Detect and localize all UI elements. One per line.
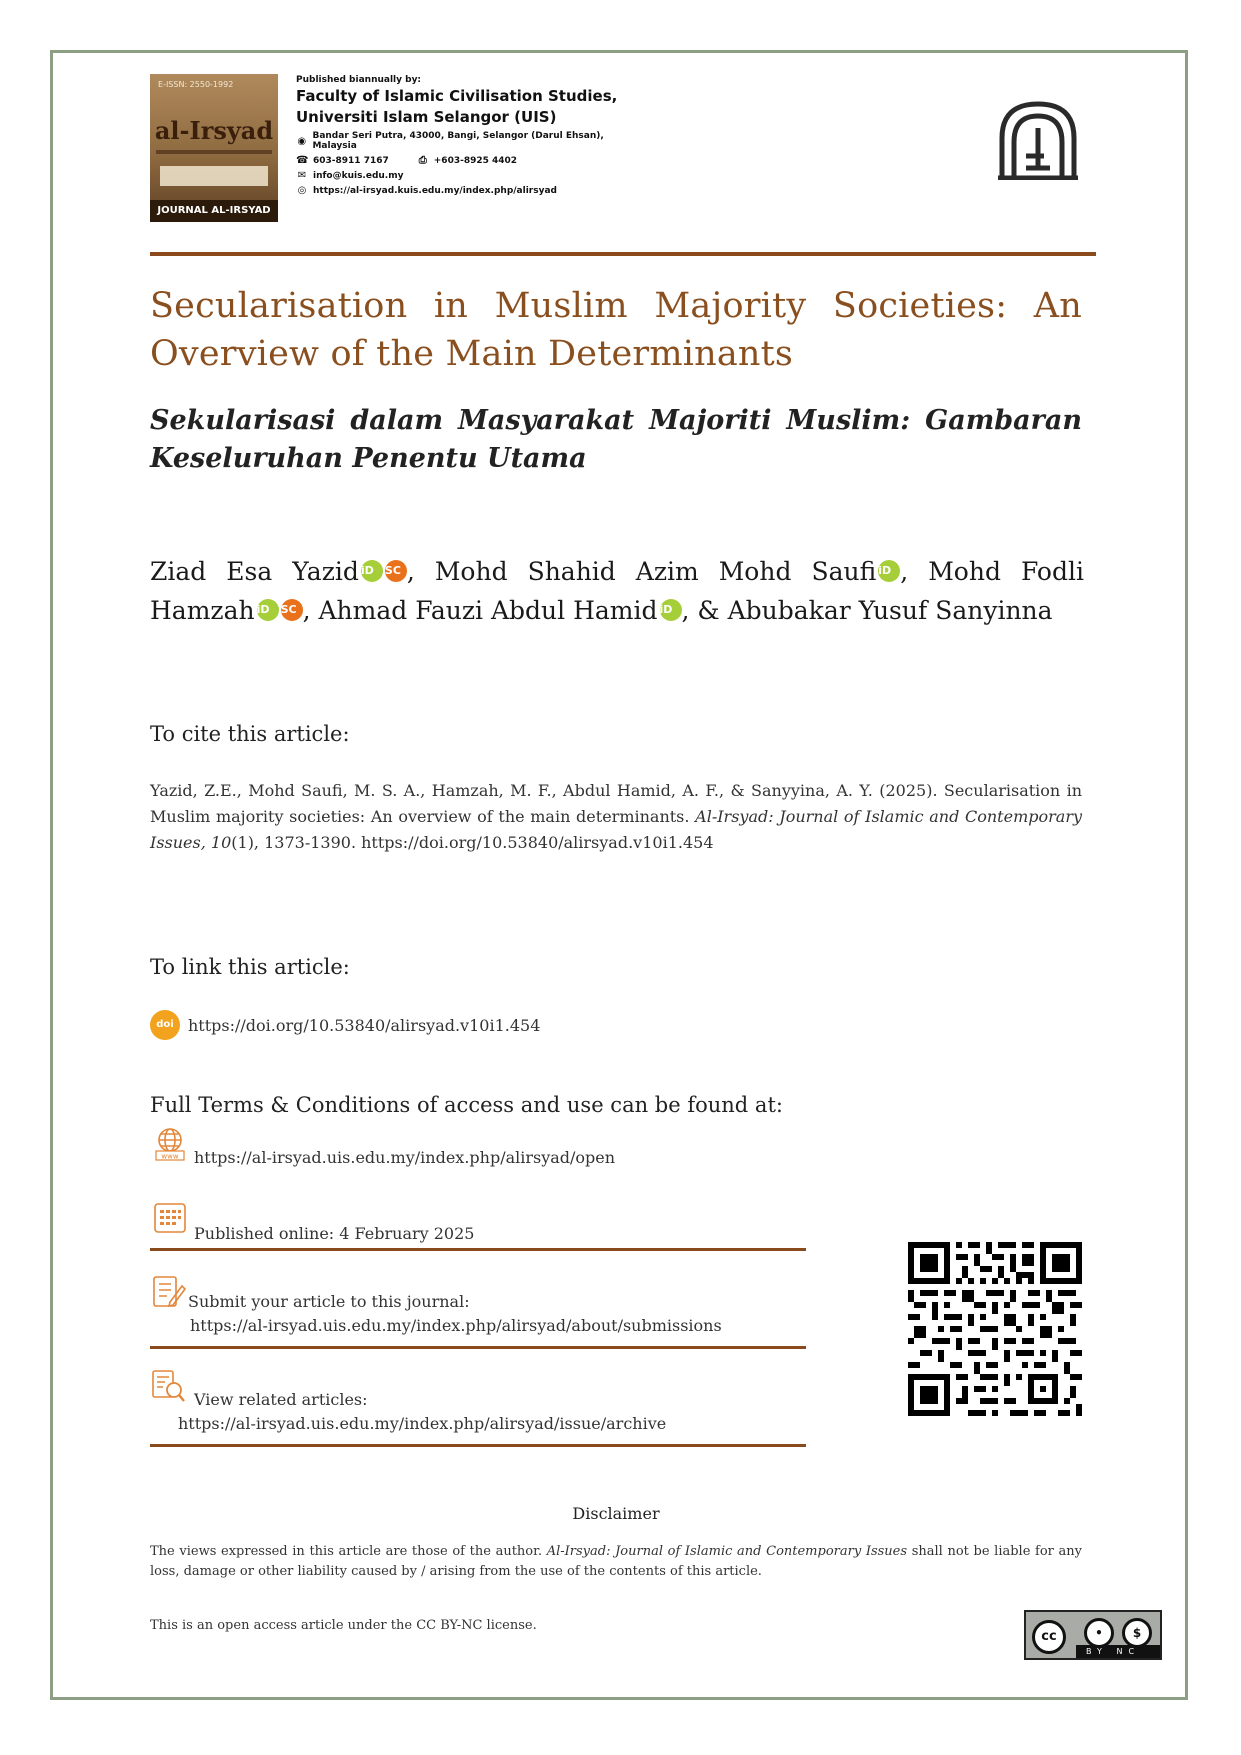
author-name: Mohd Shahid Azim Mohd Saufi bbox=[434, 557, 877, 586]
cover-university-logo bbox=[160, 166, 268, 186]
section-divider bbox=[150, 1346, 806, 1349]
author-list: Ziad Esa Yazid iD SC , Mohd Shahid Azim Mohd Saufi iD , Mohd Fodli Hamzah iD SC , Ahmad Fauzi Abdul Hamid iD , & Abubakar Yusuf Sanyinna bbox=[150, 557, 1084, 625]
cc-icon: cc bbox=[1032, 1620, 1066, 1654]
cover-footer: JOURNAL AL-IRSYAD bbox=[150, 200, 278, 222]
cc-strip: BY NC bbox=[1076, 1645, 1160, 1658]
orcid-icon[interactable]: iD bbox=[660, 599, 682, 621]
address-row bbox=[296, 131, 636, 151]
terms-heading: Full Terms & Conditions of access and use can be found at: bbox=[150, 1093, 783, 1117]
orcid-icon[interactable]: iD bbox=[257, 599, 279, 621]
cc-by-nc-badge[interactable] bbox=[1024, 1610, 1162, 1660]
section-divider bbox=[150, 1248, 806, 1251]
submission-form-icon bbox=[150, 1274, 186, 1310]
svg-text:www: www bbox=[161, 1152, 179, 1161]
scopus-icon[interactable]: SC bbox=[385, 560, 407, 582]
article-title: Secularisation in Muslim Majority Societies: An Overview of the Main Determinants bbox=[150, 286, 1082, 374]
scopus-icon[interactable]: SC bbox=[281, 599, 303, 621]
disclaimer-journal: Al-Irsyad: Journal of Islamic and Contemporary Issues bbox=[546, 1544, 908, 1559]
license-text: This is an open access article under the CC BY-NC license. bbox=[150, 1618, 537, 1633]
website-link[interactable]: https://al-irsyad.kuis.edu.my/index.php/alirsyad bbox=[313, 185, 557, 196]
doi-icon: doi bbox=[150, 1010, 180, 1040]
citation-text: Yazid, Z.E., Mohd Saufi, M. S. A., Hamzah, M. F., Abdul Hamid, A. F., & Sanyyina, A. Y. (2025). Secularisation in Muslim majority societies: An overview of the main determinants. Al-Irsyad: Journal of Islamic and Contemporary Issues, 10(1), 1373-1390. https://doi.org/10.53840/alirsyad.v10i1.454 bbox=[150, 781, 1083, 852]
related-link[interactable]: https://al-irsyad.uis.edu.my/index.php/alirsyad/issue/archive bbox=[178, 1414, 667, 1433]
cover-brand: al-Irsyad bbox=[154, 116, 274, 145]
calendar-icon bbox=[152, 1200, 188, 1236]
orcid-icon[interactable]: iD bbox=[361, 560, 383, 582]
faculty-name-line2: Universiti Islam Selangor (UIS) bbox=[296, 108, 557, 126]
terms-link[interactable]: https://al-irsyad.uis.edu.my/index.php/alirsyad/open bbox=[194, 1148, 616, 1167]
attribution-icon: • bbox=[1084, 1618, 1114, 1648]
author-name: Mohd Fodli Hamzah bbox=[150, 557, 1084, 625]
fax-icon: ⎙ bbox=[418, 155, 427, 166]
author-name: Ziad Esa Yazid bbox=[150, 557, 359, 586]
www-globe-icon bbox=[152, 1126, 188, 1162]
published-date: Published online: 4 February 2025 bbox=[194, 1224, 475, 1243]
faculty-name-line1: Faculty of Islamic Civilisation Studies, bbox=[296, 87, 618, 105]
phone-icon: ☎ bbox=[296, 155, 309, 166]
doi-link[interactable]: https://doi.org/10.53840/alirsyad.v10i1.454 bbox=[188, 1015, 541, 1035]
journal-cover-image bbox=[150, 74, 278, 222]
link-heading: To link this article: bbox=[150, 955, 350, 979]
cover-issn: E-ISSN: 2550-1992 bbox=[158, 80, 234, 89]
email-text[interactable]: info@kuis.edu.my bbox=[313, 170, 404, 181]
globe-icon: ◎ bbox=[297, 185, 307, 196]
related-label: View related articles: bbox=[194, 1390, 368, 1409]
disclaimer-heading: Disclaimer bbox=[572, 1504, 660, 1523]
calligraphy-logo bbox=[994, 98, 1082, 180]
fax-text: +603-8925 4402 bbox=[433, 155, 518, 166]
phone-row bbox=[296, 155, 636, 166]
address-text: Bandar Seri Putra, 43000, Bangi, Selangor (Darul Ehsan), Malaysia bbox=[312, 131, 604, 151]
phone-text: 603-8911 7167 bbox=[313, 155, 389, 166]
citation-journal: Al-Irsyad: Journal of Islamic and Contemporary Issues, 10 bbox=[150, 807, 1083, 852]
header-divider bbox=[150, 252, 1096, 256]
website-row bbox=[296, 185, 636, 196]
cover-decor bbox=[156, 150, 272, 154]
submit-link[interactable]: https://al-irsyad.uis.edu.my/index.php/alirsyad/about/submissions bbox=[190, 1316, 722, 1335]
author-name: Ahmad Fauzi Abdul Hamid bbox=[318, 596, 658, 625]
doi-row bbox=[150, 1010, 540, 1040]
email-row bbox=[296, 170, 636, 181]
article-subtitle: Sekularisasi dalam Masyarakat Majoriti Muslim: Gambaran Keseluruhan Penentu Utama bbox=[150, 405, 1082, 474]
publisher-info bbox=[296, 75, 636, 196]
published-by-label: Published biannually by: bbox=[296, 75, 422, 85]
qr-code[interactable] bbox=[908, 1242, 1082, 1416]
cite-heading: To cite this article: bbox=[150, 722, 350, 746]
section-divider bbox=[150, 1444, 806, 1447]
disclaimer-text: The views expressed in this article are those of the author. Al-Irsyad: Journal of Islamic and Contemporary Issues shall not be liable for any loss, damage or other liability caused by / arising from the use of the contents of this article. bbox=[150, 1544, 1083, 1579]
submit-label: Submit your article to this journal: bbox=[188, 1292, 470, 1311]
location-pin-icon: ◉ bbox=[297, 135, 307, 147]
noncommercial-icon: $ bbox=[1122, 1618, 1152, 1648]
author-name: Abubakar Yusuf Sanyinna bbox=[727, 596, 1053, 625]
mail-icon: ✉ bbox=[297, 170, 307, 181]
related-articles-icon bbox=[150, 1368, 186, 1404]
orcid-icon[interactable]: iD bbox=[878, 560, 900, 582]
